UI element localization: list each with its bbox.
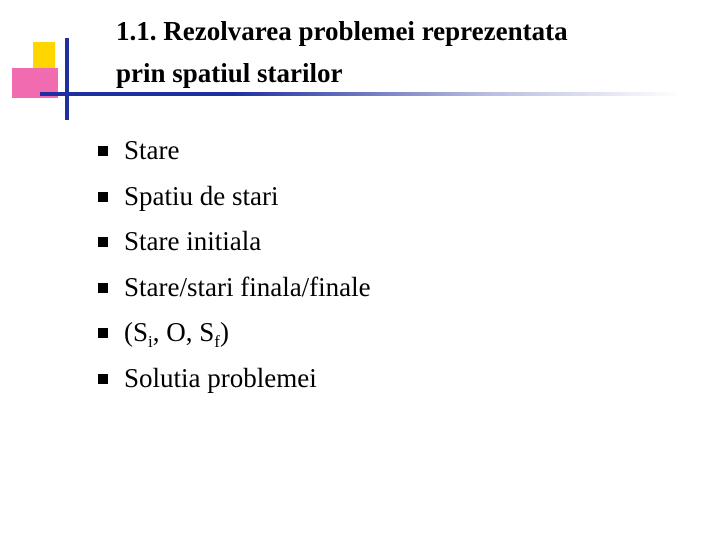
formula-subscript-f: f xyxy=(214,332,220,351)
bullet-item-tuple-formula xyxy=(98,315,371,361)
square-bullet-icon xyxy=(98,192,108,202)
formula-middle: , O, S xyxy=(152,317,215,347)
bullet-item-stare xyxy=(98,133,371,179)
bullet-text: Stare initiala xyxy=(124,226,262,256)
formula xyxy=(124,317,229,351)
slide-title xyxy=(116,10,706,94)
ornament-white-notch xyxy=(58,96,64,99)
ornament-blue-vertical-line xyxy=(65,38,69,120)
formula-subscript-i: i xyxy=(148,332,153,351)
square-bullet-icon xyxy=(98,237,108,247)
square-bullet-icon xyxy=(98,146,108,156)
slide-title-line-1: 1.1. Rezolvarea problemei reprezentata xyxy=(116,16,568,46)
slide-title-line-2: prin spatiul starilor xyxy=(116,58,343,88)
square-bullet-icon xyxy=(98,283,108,293)
bullet-item-solutia-problemei xyxy=(98,361,371,407)
formula-close: ) xyxy=(219,317,229,347)
formula-open: (S xyxy=(124,317,149,347)
bullet-item-stare-initiala xyxy=(98,224,371,270)
bullet-list xyxy=(98,133,371,406)
bullet-item-stare-finala xyxy=(98,270,371,316)
bullet-text: Solutia problemei xyxy=(124,362,317,393)
square-bullet-icon xyxy=(98,328,108,338)
bullet-item-spatiu-de-stari xyxy=(98,179,371,225)
square-bullet-icon xyxy=(98,374,108,384)
bullet-text: Stare xyxy=(124,135,180,165)
bullet-text: Stare/stari finala/finale xyxy=(124,271,371,302)
bullet-text: Spatiu de stari xyxy=(124,180,279,211)
